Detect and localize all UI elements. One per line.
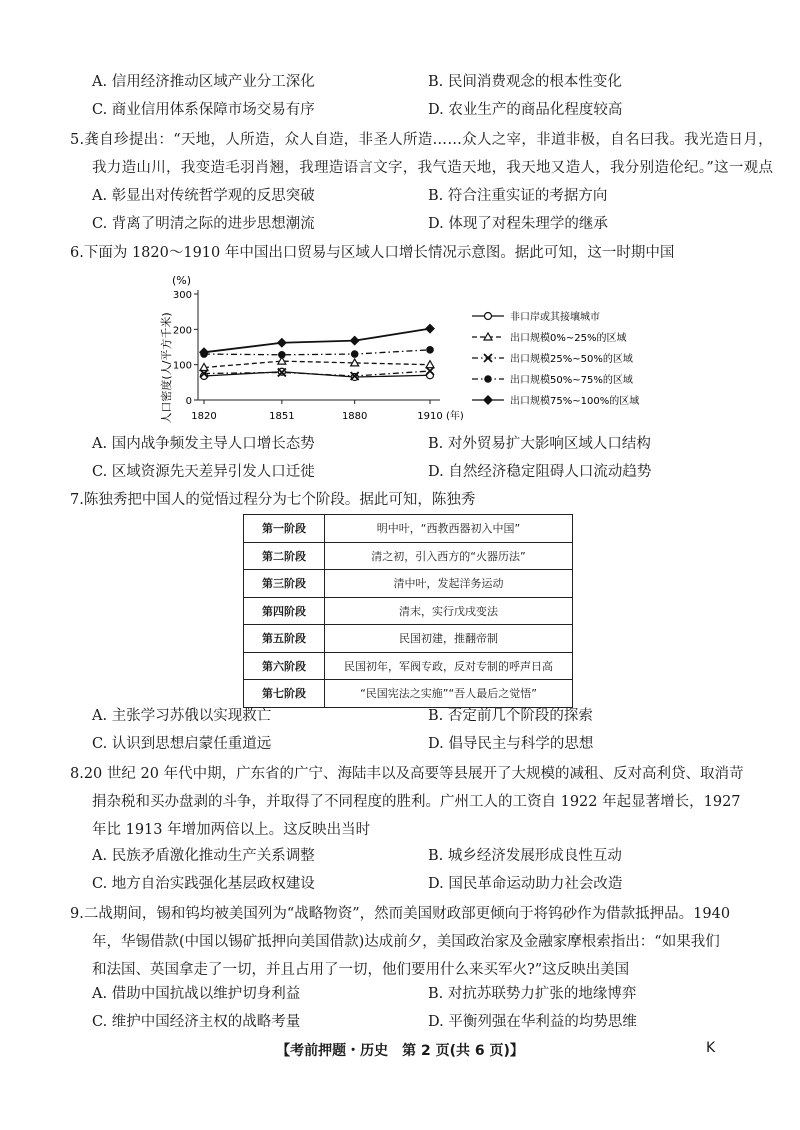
legend-label: 出口规模75%~100%的区域 [510, 396, 640, 407]
q6-option-d[interactable]: D. 自然经济稳定阻碍人口流动趋势 [428, 464, 652, 480]
y-tick-label: 0 [185, 396, 192, 407]
marker-point [425, 324, 435, 334]
marker-point [350, 336, 360, 346]
stage-name: 第五阶段 [244, 625, 325, 653]
q8-stem-line-3: 年比 1913 年增加两倍以上。这反映出当时 [92, 822, 371, 838]
q4-option-c[interactable]: C. 商业信用体系保障市场交易有序 [92, 102, 315, 118]
q8-option-c[interactable]: C. 地方自治实践强化基层政权建设 [92, 876, 315, 892]
stage-event: 清中叶，发起洋务运动 [325, 570, 573, 598]
q6-stem: 6.下面为 1820～1910 年中国出口贸易与区域人口增长情况示意图。据此可知，这一时期中国 [70, 245, 675, 261]
stage-event: 民国初年，军阀专政，反对专制的呼声日高 [325, 652, 573, 680]
legend-item-4 [472, 394, 639, 407]
marker-point [426, 346, 434, 354]
stage-row [244, 570, 573, 598]
stage-name: 第三阶段 [244, 570, 325, 598]
x-tick-label: 1910 [417, 411, 443, 422]
stage-event: 民国初建，推翻帝制 [325, 625, 573, 653]
stage-name: 第二阶段 [244, 542, 325, 570]
series-line [204, 361, 430, 367]
legend-item-3 [472, 373, 633, 386]
q7-option-a[interactable]: A. 主张学习苏俄以实现救亡 [92, 708, 272, 724]
stage-event: “民国宪法之实施”“吾人最后之觉悟” [325, 680, 573, 708]
legend-item-1 [472, 331, 626, 344]
q8-stem-line-2: 捐杂税和买办盘剥的斗争，并取得了不同程度的胜利。广州工人的工资自 1922 年起显著增长，1927 [92, 794, 741, 810]
stage-name: 第四阶段 [244, 597, 325, 625]
legend-label: 非口岸或其接壤城市 [510, 312, 600, 323]
series-2 [200, 367, 434, 380]
series-4 [199, 324, 435, 358]
q5-stem-line-2: 我力造山川，我变造毛羽肖翘，我理造语言文字，我气造天地，我天地又造人，我分别造伦纪。”这一观点 [92, 160, 774, 176]
x-tick-label: 1851 [269, 411, 295, 422]
y-tick-label: 200 [172, 325, 192, 337]
legend-label: 出口规模25%~50%的区域 [510, 354, 633, 365]
chart-y-axis-label: 人口密度(人/平方千米) [160, 312, 173, 424]
q7-option-c[interactable]: C. 认识到思想启蒙任重道远 [92, 736, 272, 752]
y-tick-label: 100 [172, 360, 192, 372]
q6-option-c[interactable]: C. 区域资源先天差异引发人口迁徙 [92, 464, 315, 480]
q8-option-b[interactable]: B. 城乡经济发展形成良性互动 [428, 848, 622, 864]
stage-name: 第一阶段 [244, 515, 325, 543]
q4-option-d[interactable]: D. 农业生产的商品化程度较高 [428, 102, 623, 118]
q5-stem-line-1: 5.龚自珍提出：“天地，人所造，众人自造，非圣人所造……众人之宰，非道非极，自名曰我。我光造日月， [70, 132, 773, 148]
x-tick-label: 1820 [191, 411, 217, 422]
stage-name: 第六阶段 [244, 652, 325, 680]
legend-label: 出口规模0%~25%的区域 [510, 333, 627, 344]
chart-unit-label: (%) [172, 274, 192, 287]
stage-row [244, 515, 573, 543]
stage-event: 明中叶，“西教西器初入中国” [325, 515, 573, 543]
q9-option-d[interactable]: D. 平衡列强在华利益的均势思维 [428, 1014, 637, 1030]
stage-row [244, 680, 573, 708]
marker-point [351, 350, 359, 358]
q9-option-c[interactable]: C. 维护中国经济主权的战略考量 [92, 1014, 301, 1030]
marker-point [199, 347, 209, 357]
stages-table [243, 514, 573, 708]
q8-stem-line-1: 8.20 世纪 20 年代中期，广东省的广宁、海陆丰以及高要等县展开了大规模的减租、反对高利贷、取消苛 [70, 766, 744, 782]
stage-row [244, 652, 573, 680]
marker-point [278, 351, 286, 359]
q5-option-c[interactable]: C. 背离了明清之际的进步思想潮流 [92, 216, 315, 232]
q8-option-d[interactable]: D. 国民革命运动助力社会改造 [428, 876, 623, 892]
q9-stem-line-2: 年，华锡借款(中国以锡矿抵押向美国借款)达成前夕，美国政治家及金融家摩根索指出：“如果我们 [92, 934, 720, 950]
q7-option-d[interactable]: D. 倡导民主与科学的思想 [428, 736, 594, 752]
stage-event: 清末，实行戊戌变法 [325, 597, 573, 625]
q8-option-a[interactable]: A. 民族矛盾激化推动生产关系调整 [92, 848, 315, 864]
paper-code: K [706, 1040, 716, 1056]
y-tick-label: 300 [172, 290, 192, 301]
series-line [204, 329, 430, 353]
legend-item-2 [472, 352, 633, 365]
q5-option-d[interactable]: D. 体现了对程朱理学的继承 [428, 216, 608, 232]
stage-row [244, 597, 573, 625]
marker-point [426, 361, 434, 368]
q4-option-b[interactable]: B. 民间消费观念的根本性变化 [428, 74, 622, 90]
marker-point [484, 375, 492, 383]
q5-option-a[interactable]: A. 彰显出对传统哲学观的反思突破 [92, 188, 315, 204]
q9-option-a[interactable]: A. 借助中国抗战以维护切身利益 [92, 986, 301, 1002]
x-tick-label: 1880 [341, 411, 368, 422]
population-density-chart [160, 270, 660, 430]
stage-row [244, 625, 573, 653]
marker-point [483, 395, 493, 405]
q9-stem-line-1: 9.二战期间，锡和钨均被美国列为“战略物资”，然而美国财政部更倾向于将钨砂作为借款抵押品。1940 [70, 906, 731, 922]
legend-label: 出口规模50%~75%的区域 [510, 375, 633, 386]
marker-point [277, 338, 287, 348]
q6-option-b[interactable]: B. 对外贸易扩大影响区域人口结构 [428, 436, 651, 452]
q6-option-a[interactable]: A. 国内战争频发主导人口增长态势 [92, 436, 315, 452]
q7-stem: 7.陈独秀把中国人的觉悟过程分为七个阶段。据此可知，陈独秀 [70, 492, 476, 508]
q5-option-b[interactable]: B. 符合注重实证的考据方向 [428, 188, 608, 204]
stage-name: 第七阶段 [244, 680, 325, 708]
series-line [204, 350, 430, 355]
stage-row [244, 542, 573, 570]
x-axis-label: (年) [446, 411, 464, 422]
q9-option-b[interactable]: B. 对抗苏联势力扩张的地缘博弈 [428, 986, 637, 1002]
stage-event: 清之初，引入西方的“火器历法” [325, 542, 573, 570]
legend-item-0 [472, 310, 600, 323]
q7-option-b[interactable]: B. 否定前几个阶段的探索 [428, 708, 593, 724]
page-footer: 【考前押题・历史 第 2 页(共 6 页)】 [276, 1043, 524, 1059]
series-1 [200, 357, 434, 370]
q4-option-a[interactable]: A. 信用经济推动区域产业分工深化 [92, 74, 315, 90]
marker-point [485, 313, 492, 320]
q9-stem-line-3: 和法国、英国拿走了一切，并且占用了一切，他们要用什么来买军火?”这反映出美国 [92, 962, 630, 978]
